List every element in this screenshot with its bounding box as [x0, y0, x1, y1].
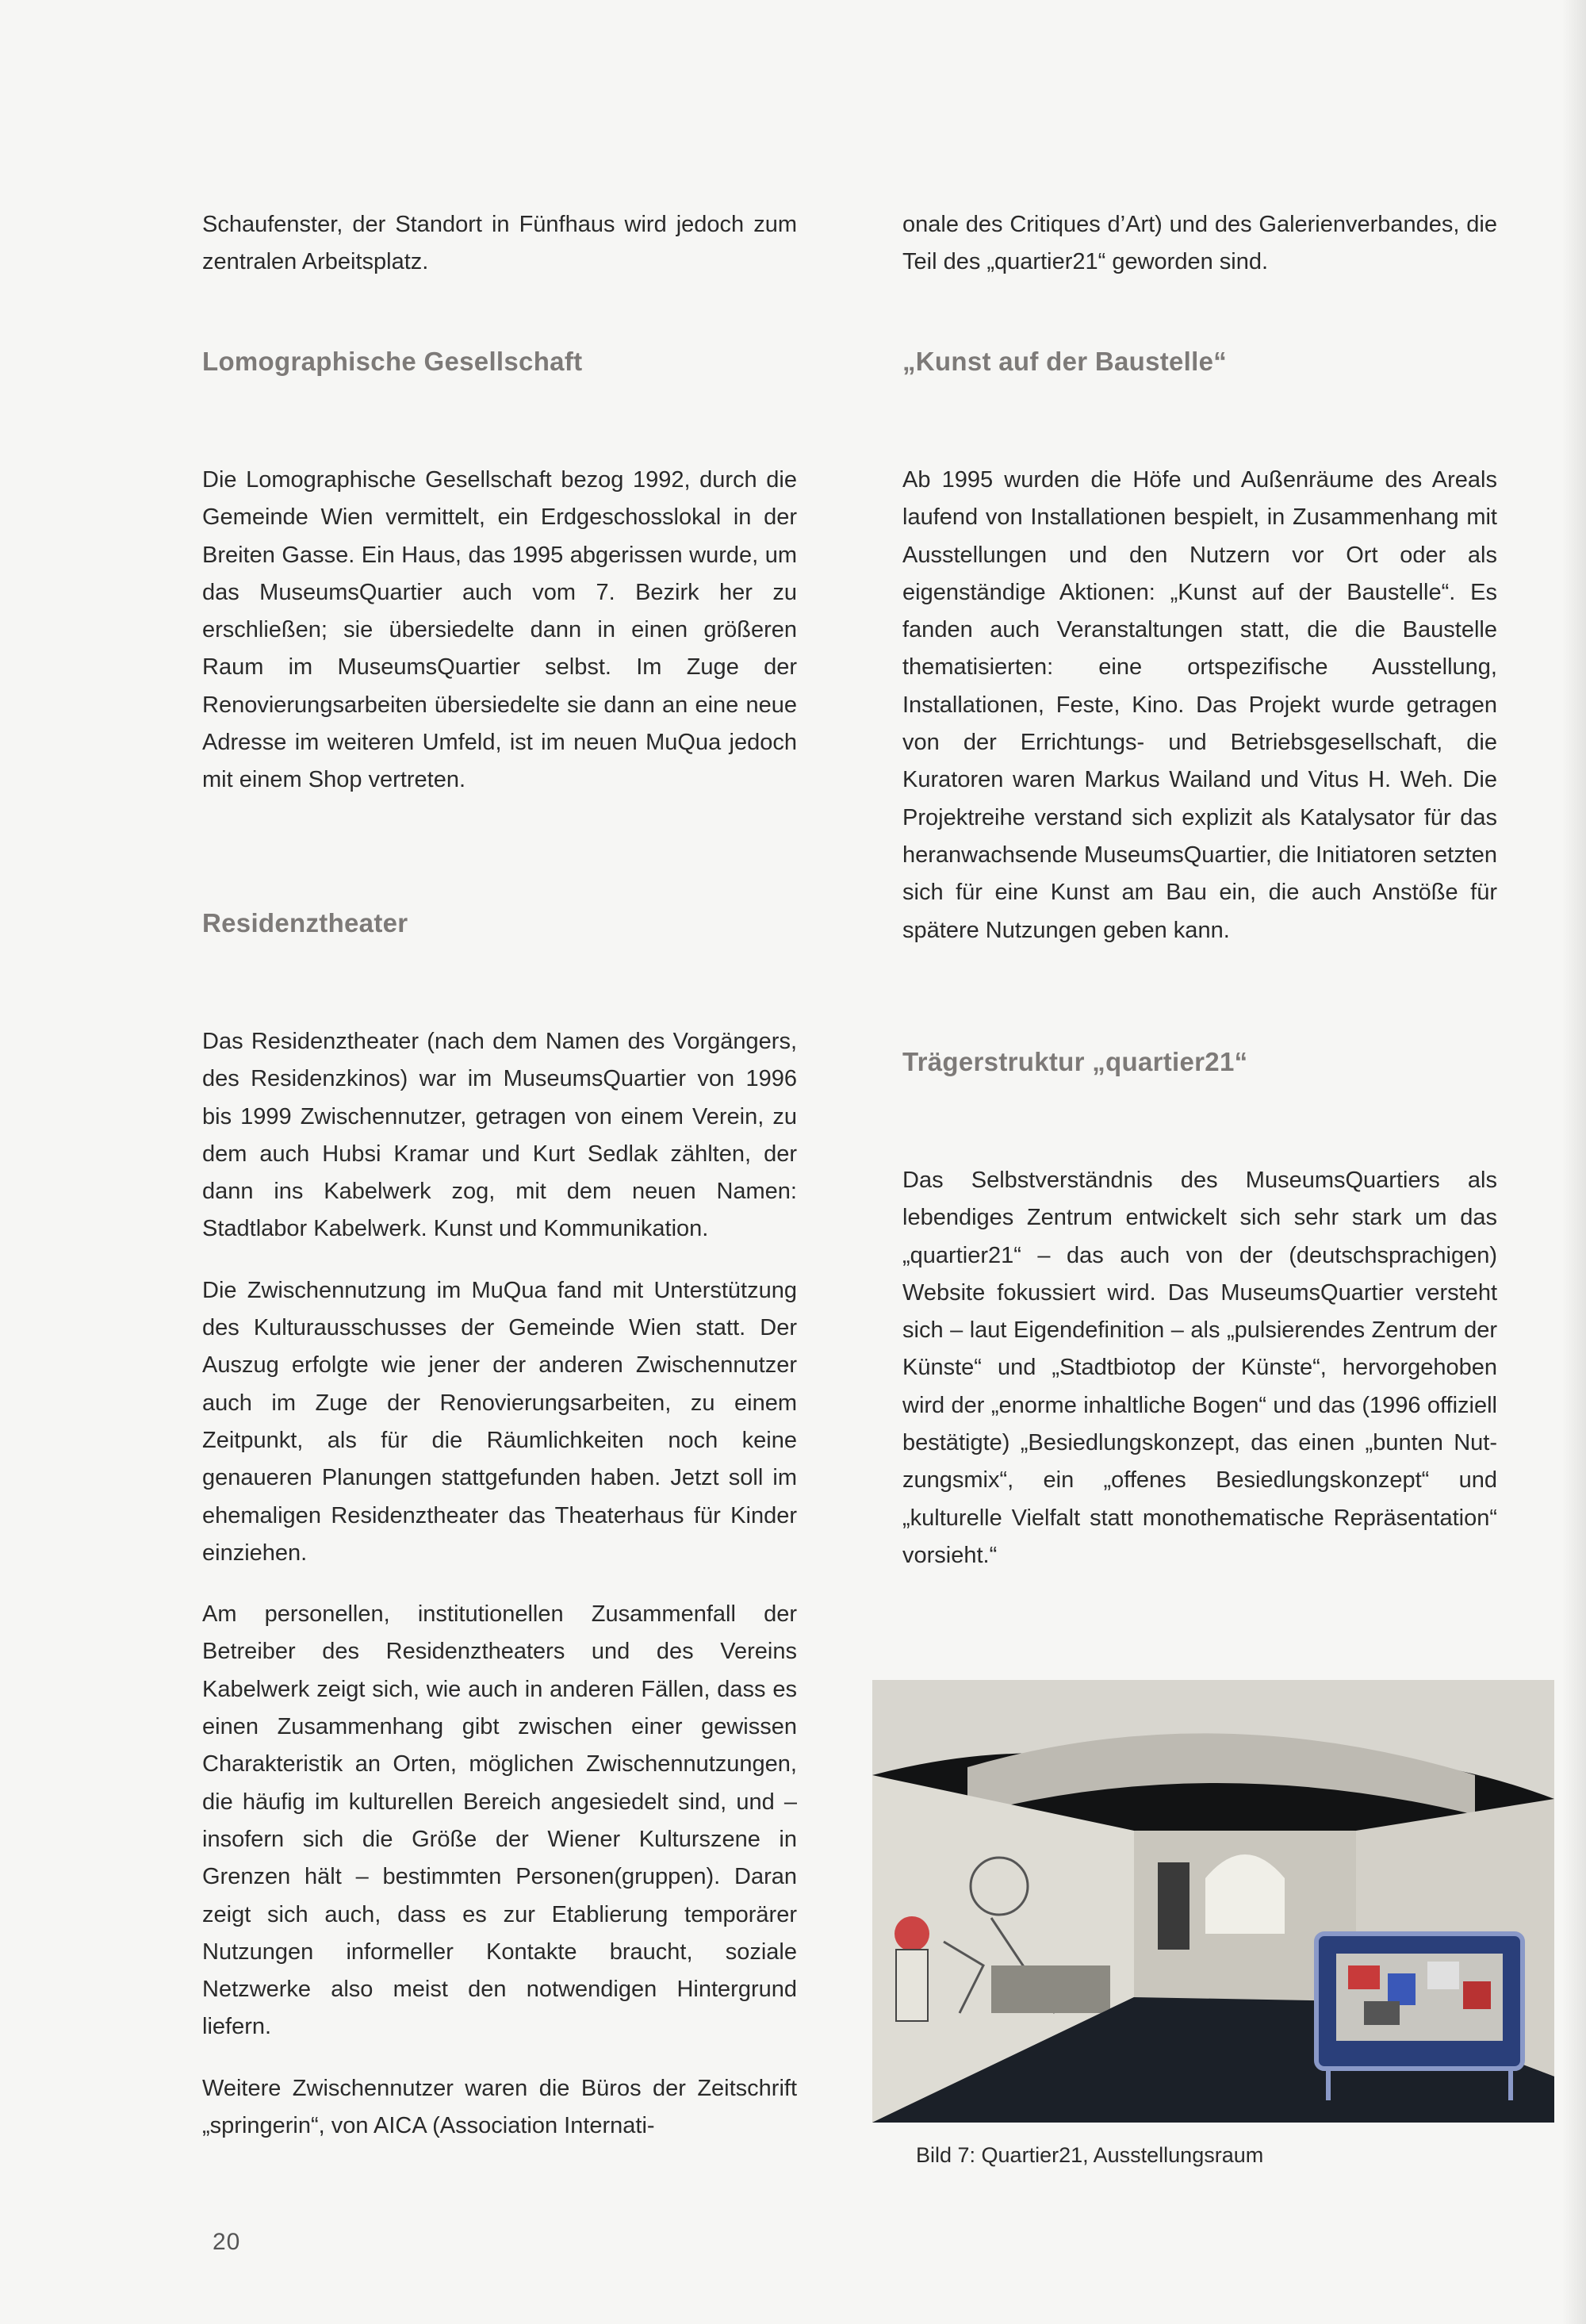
paragraph-traegerstruktur: Das Selbstverständnis des MuseumsQuartiers als lebendiges Zentrum entwickelt sich sehr stark um das „quartier21“ – das auch von der (deutschsprachigen) Website fokussiert wird. Das MuseumsQuartier versteht sich – laut Eigendefinition – als „pulsierendes Zentrum der Künste“ und „Stadtbiotop der Künste“, hervorgehoben wird der „enorme inhaltliche Bogen“ und das (1996 offiziell bestätigte) „Besiedlungskonzept, das einen „bunten Nutzungsmix“, ein „offenes Besiedlungskonzept“ und „kulturelle Vielfalt statt monothematische Repräsentation“ vorsieht.“	[902, 1168, 1497, 1568]
figure-caption: Bild 7: Quartier21, Ausstellungsraum	[916, 2143, 1264, 2167]
paragraph-residenztheater-4: Weitere Zwischennutzer waren die Büros der Zeitschrift „springerin“, von AICA (Association Internati-	[202, 2075, 797, 2139]
paragraph-residenztheater-1: Das Residenztheater (nach dem Namen des Vorgängers, des Residenzkinos) war im MuseumsQuartier von 1996 bis 1999 Zwischennutzer, getragen von einem Verein, zu dem auch Hubsi Kramar und Kurt Sedlak zählten, der dann ins Kabelwerk zog, mit dem neuen Namen: Stadtlabor Kabelwerk. Kunst und Kommunikation.	[202, 1029, 797, 1242]
heading-lomographische-gesellschaft: Lomographische Gesellschaft	[202, 347, 583, 376]
left-intro-text: Schaufenster, der Standort in Fünfhaus wird jedoch zum zentralen Arbeitsplatz.	[202, 212, 797, 275]
paragraph-lomographische: Die Lomographische Gesellschaft bezog 1992, durch die Gemeinde Wien vermittelt, ein Erdgeschosslokal in der Breiten Gasse. Ein Haus, das 1995 abgerissen wurde, um das MuseumsQuartier auch vom 7. Bezirk her zu erschließen; sie übersiedelte dann in einen größeren Raum im MuseumsQuartier selbst. Im Zuge der Renovierungsarbeiten übersiedelte sie dann an eine neue Adresse im weiteren Umfeld, ist im neuen MuQua jedoch mit einem Shop vertreten.	[202, 467, 797, 793]
page-edge-shadow	[1562, 0, 1586, 2324]
exhibition-room-photo	[872, 1680, 1554, 2123]
right-intro-text: onale des Critiques d’Art) und des Galerienverbandes, die Teil des „quartier21“ geworden sind.	[902, 212, 1497, 275]
heading-kunst-auf-der-baustelle: „Kunst auf der Baustelle“	[902, 347, 1228, 376]
page-number: 20	[213, 2229, 241, 2255]
paragraph-residenztheater-3: Am personellen, institutionellen Zusammenfall der Betreiber des Residenztheaters und des Vereins Kabelwerk zeigt sich, wie auch in anderen Fällen, dass es einen Zusammenhang gibt zwischen einer gewissen Charakteristik an Orten, möglichen Zwischennutzungen, die häufig im kulturellen Bereich angesiedelt sind, und – insofern sich die Größe der Wiener Kulturszene in Grenzen hält – bestimmten Personen(gruppen). Daran zeigt sich auch, dass es zur Etablierung temporärer Nutzungen informeller Kontakte braucht, soziale Netzwerke also meist den notwendigen Hintergrund liefern.	[202, 1601, 797, 2040]
heading-traegerstruktur: Trägerstruktur „quartier21“	[902, 1047, 1248, 1076]
heading-residenztheater: Residenztheater	[202, 908, 408, 938]
paragraph-kunst-auf-der-baustelle: Ab 1995 wurden die Höfe und Außenräume des Areals laufend von Installationen bespielt, in Zusammenhang mit Ausstellungen und den Nutzern vor Ort oder als eigenständige Aktionen: „Kunst auf der Baustelle“. Es fanden auch Veranstaltungen statt, die die Baustelle thematisierten: eine ortspezifische Ausstellung, Installationen, Feste, Kino. Das Projekt wurde getragen von der Errichtungs- und Betriebsgesellschaft, die Kuratoren waren Markus Wailand und Vitus H. Weh. Die Projektreihe verstand sich explizit als Katalysator für das heranwachsende MuseumsQuartier, die Initiatoren setzten sich für eine Kunst am Bau ein, die auch Anstöße für spätere Nutzungen geben kann.	[902, 467, 1497, 943]
paragraph-residenztheater-2: Die Zwischennutzung im MuQua fand mit Unterstützung des Kulturausschusses der Gemeinde Wien statt. Der Auszug erfolgte wie jener der anderen Zwischennutzer auch im Zuge der Renovierungsarbeiten, zu einem Zeitpunkt, als für die Räumlichkeiten noch keine genaueren Planungen stattgefunden haben. Jetzt soll im ehemaligen Residenztheater das Theaterhaus für Kinder einziehen.	[202, 1277, 797, 1566]
